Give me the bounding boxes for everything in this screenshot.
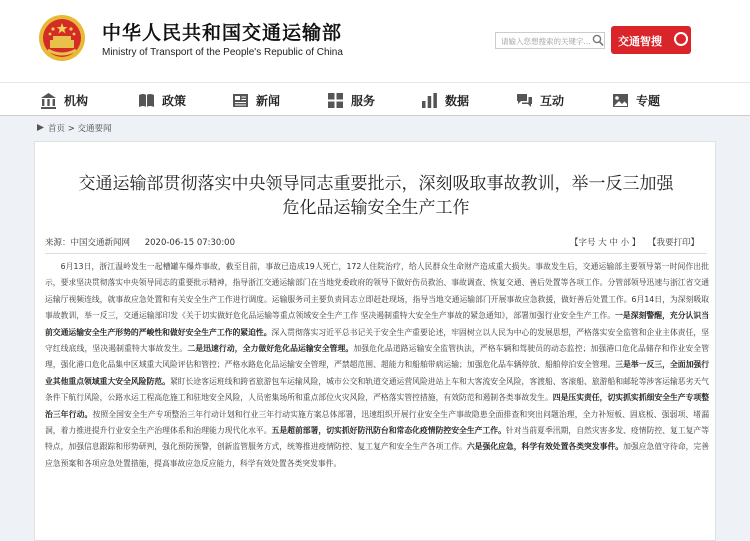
nav-label: 数据 (445, 93, 470, 108)
article-title: 交通运输部贯彻落实中央领导同志重要批示，深刻吸取事故教训，举一反三加强危化品运输安全生产工作 (78, 174, 674, 218)
national-emblem-icon[interactable] (38, 14, 86, 62)
breadcrumb (0, 117, 750, 139)
nav-label: 新闻 (256, 93, 281, 108)
nav-label: 专题 (636, 93, 661, 108)
site-title[interactable]: 中华人民共和国交通运输部 (102, 22, 343, 44)
breadcrumb-links[interactable]: 首页 > 交通要闻 (48, 124, 112, 134)
nav-item-topics[interactable] (612, 91, 660, 109)
nav-item-services[interactable] (327, 91, 375, 109)
nav-item-interaction[interactable] (516, 91, 564, 109)
chat-icon (516, 92, 533, 109)
section-text: 紧盯长途客运班线和跨省旅游包车运输风险，城市公交和轨道交通运营风险进站上车和大客流安全风险，客渡船、客滚船、旅游船和邮轮等涉客运输恶劣天气条件下航行风险，公路水运工程高危施工和驻地安全风险，人员密集场所和重点部位火灾风险，严格落实管控措施，有效防范和遏制各类事故发生。 (45, 376, 710, 403)
nav-item-policy[interactable] (138, 91, 186, 109)
newspaper-icon (232, 92, 249, 109)
print-button[interactable]: 【我要打印】 (648, 238, 700, 248)
section-text: 按照全国安全生产专项整治三年行动计划和行业三年行动实施方案总体部署，迅速组织开展行业安全生产事故隐患全面排查和突出问题治理，全力补短板、固底板、强弱项、堵漏洞，着力推进提升行业安全生产治理体系和治理能力现代化水平。 (45, 409, 709, 436)
nav-label: 互动 (540, 93, 565, 108)
article-date: 2020-06-15 07:30:00 (144, 238, 235, 248)
nav-item-institutions[interactable] (40, 91, 88, 109)
location-icon (36, 123, 45, 132)
section-text: 深入贯彻落实习近平总书记关于安全生产重要论述，牢固树立以人民为中心的发展思想，严格落实安全监管和企业主体责任，坚守红线底线，坚决遏制重特大事故发生。 (45, 327, 709, 354)
section-text: 针对当前夏季汛期，自然灾害多发、疫情防控、复工复产等特点，加强信息跟踪和形势研判，强化预防预警，创新监管服务方式，统筹推进疫情防控、复工复产和安全生产各项工作。 (45, 426, 709, 452)
nav-label: 政策 (162, 93, 187, 108)
section-heading: 五是超前部署，切实抓好防汛防台和常态化疫情防控安全生产工作。 (271, 426, 506, 436)
section-text: 加强危化品道路运输安全监管执法，严格车辆和驾驶员的动态监控；加强港口危化品储存和作业安全管理，强化港口危化品集中区域重大风险评估和管控；严格水路危化品运输安全管理，严禁超范围、超能力和船舶带病运输；加强危化品车辆停放、船舶停泊安全管理。 (45, 344, 710, 370)
building-icon (40, 92, 57, 109)
article-panel (34, 141, 716, 541)
site-header (0, 0, 750, 82)
section-heading: 三是举一反三，全面加强行业其他重点领域重大安全风险防范。 (45, 360, 709, 386)
section-heading: 四是压实责任，切实抓实抓细安全生产专项整治三年行动。 (45, 393, 710, 419)
nav-item-news[interactable] (232, 91, 280, 109)
font-size-control[interactable]: 【字号 大 中 小 】 (570, 238, 641, 248)
nav-label: 服务 (351, 93, 376, 108)
bar-chart-icon (421, 92, 438, 109)
nav-label: 机构 (64, 93, 89, 108)
article-body (45, 259, 709, 472)
magnifier-icon (674, 32, 688, 46)
divider (45, 253, 707, 254)
grid-icon (327, 92, 344, 109)
site-title-english: Ministry of Transport of the People's Republic of China (102, 47, 343, 58)
paragraph-intro: 6月13日，浙江温岭发生一起槽罐车爆炸事故，截至目前，事故已造成19人死亡，172人住院治疗，给人民群众生命财产造成重大损失。事故发生后，交通运输部主要领导第一时间作出批示，要求坚决贯彻落实中央领导同志的重要批示精神，指导浙江交通运输部门在当地党委政府的领导下做好伤员救治、事故调查、恢复交通、善后处置等各项工作。分管部领导迅速与浙江省交通运输厅视频连线，就事故应急处置和有关安全生产工作进行调度。运输服务司主要负责同志立即赶赴现场，指导当地交通运输部门开展事故应急救援，做好善后处置工作。6月14日，为深刻吸取事故教训，举一反三，交通运输部印发《关于切实做好危化品运输等重点领域安全生产工作 坚决遏制重特大安全生产事故的紧急通知》，部署加强行业安全生产工作。 (45, 262, 709, 321)
article-meta (45, 236, 247, 248)
main-nav (0, 82, 750, 116)
search-icon[interactable] (592, 34, 604, 47)
book-icon (138, 92, 155, 109)
search-input[interactable]: 请输入您想搜索的关键字... (495, 32, 605, 49)
section-heading: 一是深刻警醒，充分认识当前交通运输安全生产形势的严峻性和做好安全生产工作的紧迫性。 (45, 311, 710, 337)
section-heading: 六是强化应急，科学有效处置各类突发事件。 (466, 442, 624, 452)
section-heading: 二是迅速行动，全力做好危化品运输安全管理。 (187, 344, 354, 354)
image-icon (612, 92, 629, 109)
smart-search-label: 交通智搜 (618, 35, 662, 48)
article-source: 来源：中国交通新闻网 (45, 238, 131, 248)
section-text: 加强应急值守待命，完善应急预案和各项应急处置措施，提高事故应急反应能力，科学有效处置各类突发事件。 (45, 442, 710, 468)
nav-item-data[interactable] (421, 91, 469, 109)
smart-search-button[interactable] (611, 26, 691, 54)
